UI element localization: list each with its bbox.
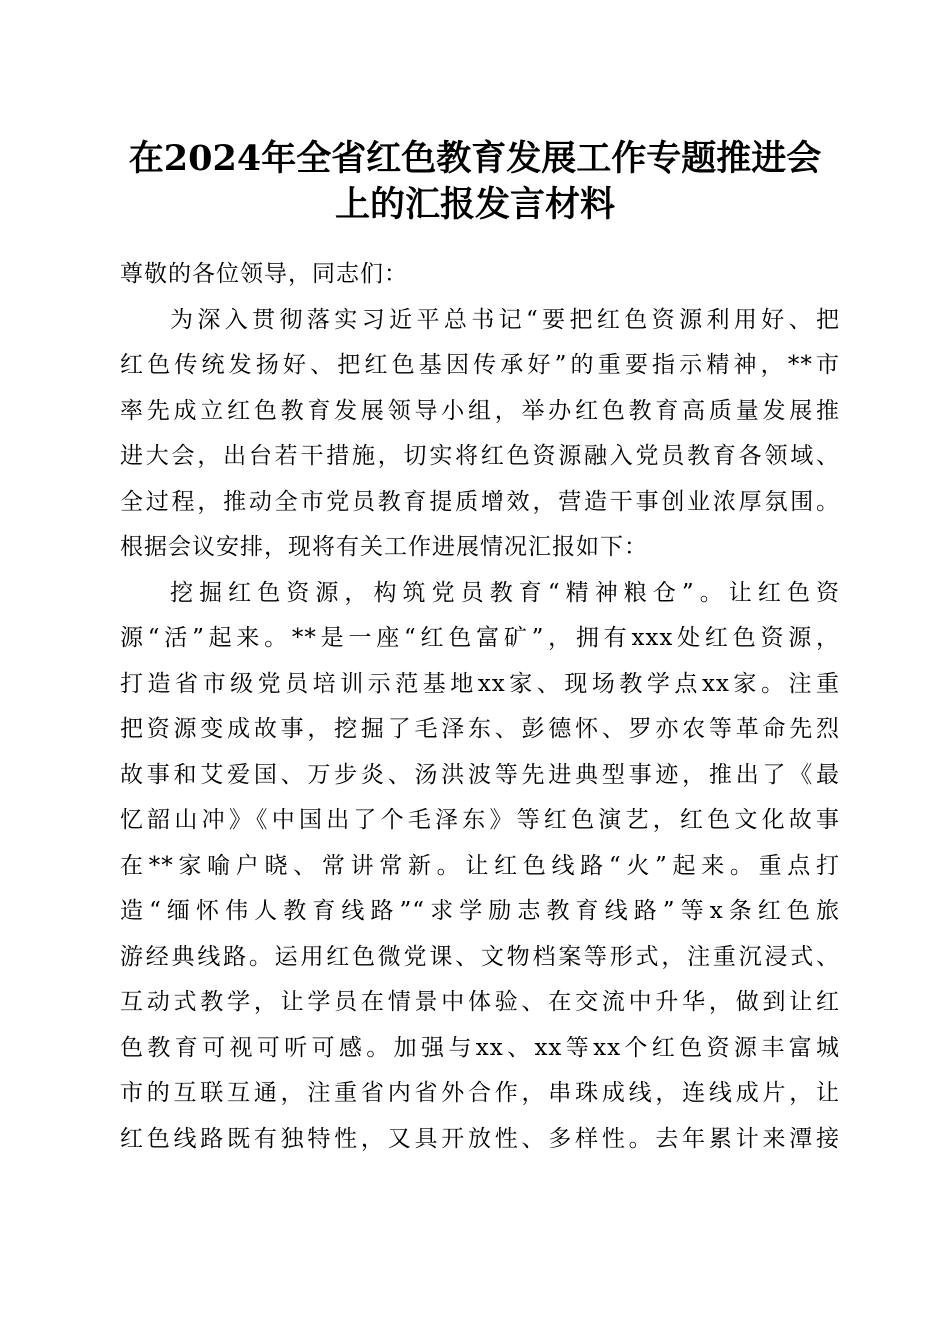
paragraph-line: 挖掘红色资源，构筑党员教育“精神粮仓”。让红色资 [170, 579, 840, 606]
title-line-1: 在2024年全省红色教育发展工作专题推进会 [128, 138, 822, 179]
document-body [120, 252, 840, 1162]
paragraph-line: 源“活”起来。**是一座“红色富矿”，拥有xxx处红色资源， [120, 625, 840, 651]
paragraph-line: 造“缅怀伟人教育线路”“求学励志教育线路”等x条红色旅 [120, 898, 840, 924]
paragraph-line: 把资源变成故事，挖掘了毛泽东、彭德怀、罗亦农等革命先烈 [120, 716, 840, 742]
paragraph-line: 红色线路既有独特性，又具开放性、多样性。去年累计来潭接 [120, 1125, 840, 1152]
paragraph-line: 进大会，出台若干措施，切实将红色资源融入党员教育各领域、 [120, 443, 840, 469]
paragraph-line: 打造省市级党员培训示范基地xx家、现场教学点xx家。注重 [120, 670, 840, 697]
paragraph-line: 互动式教学，让学员在情景中体验、在交流中升华，做到让红 [120, 989, 840, 1015]
salutation: 尊敬的各位领导，同志们： [120, 261, 408, 287]
paragraph-line: 为深入贯彻落实习近平总书记“要把红色资源利用好、把 [170, 306, 840, 333]
paragraph-line: 全过程，推动全市党员教育提质增效，营造干事创业浓厚氛围。 [120, 488, 840, 515]
paragraph-line: 色教育可视可听可感。加强与xx、xx等xx个红色资源丰富城 [120, 1034, 840, 1061]
paragraph-line: 忆韶山冲》《中国出了个毛泽东》等红色演艺，红色文化故事 [120, 807, 840, 833]
paragraph-line: 故事和艾爱国、万步炎、汤洪波等先进典型事迹，推出了《最 [120, 761, 840, 788]
paragraph-line: 率先成立红色教育发展领导小组，举办红色教育高质量发展推 [120, 397, 840, 424]
title-line-2: 上的汇报发言材料 [334, 184, 615, 225]
paragraph-line: 根据会议安排，现将有关工作进展情况汇报如下： [120, 534, 648, 560]
paragraph-1 [120, 298, 840, 571]
paragraph-line: 在**家喻户晓、常讲常新。让红色线路“火”起来。重点打 [120, 852, 840, 879]
paragraph-line: 市的互联互通，注重省内省外合作，串珠成线，连线成片，让 [120, 1080, 840, 1106]
paragraph-2 [120, 571, 840, 1163]
paragraph-line: 红色传统发扬好、把红色基因传承好”的重要指示精神，**市 [120, 352, 840, 378]
paragraph-line: 游经典线路。运用红色微党课、文物档案等形式，注重沉浸式、 [120, 943, 840, 970]
document-title [100, 136, 850, 228]
